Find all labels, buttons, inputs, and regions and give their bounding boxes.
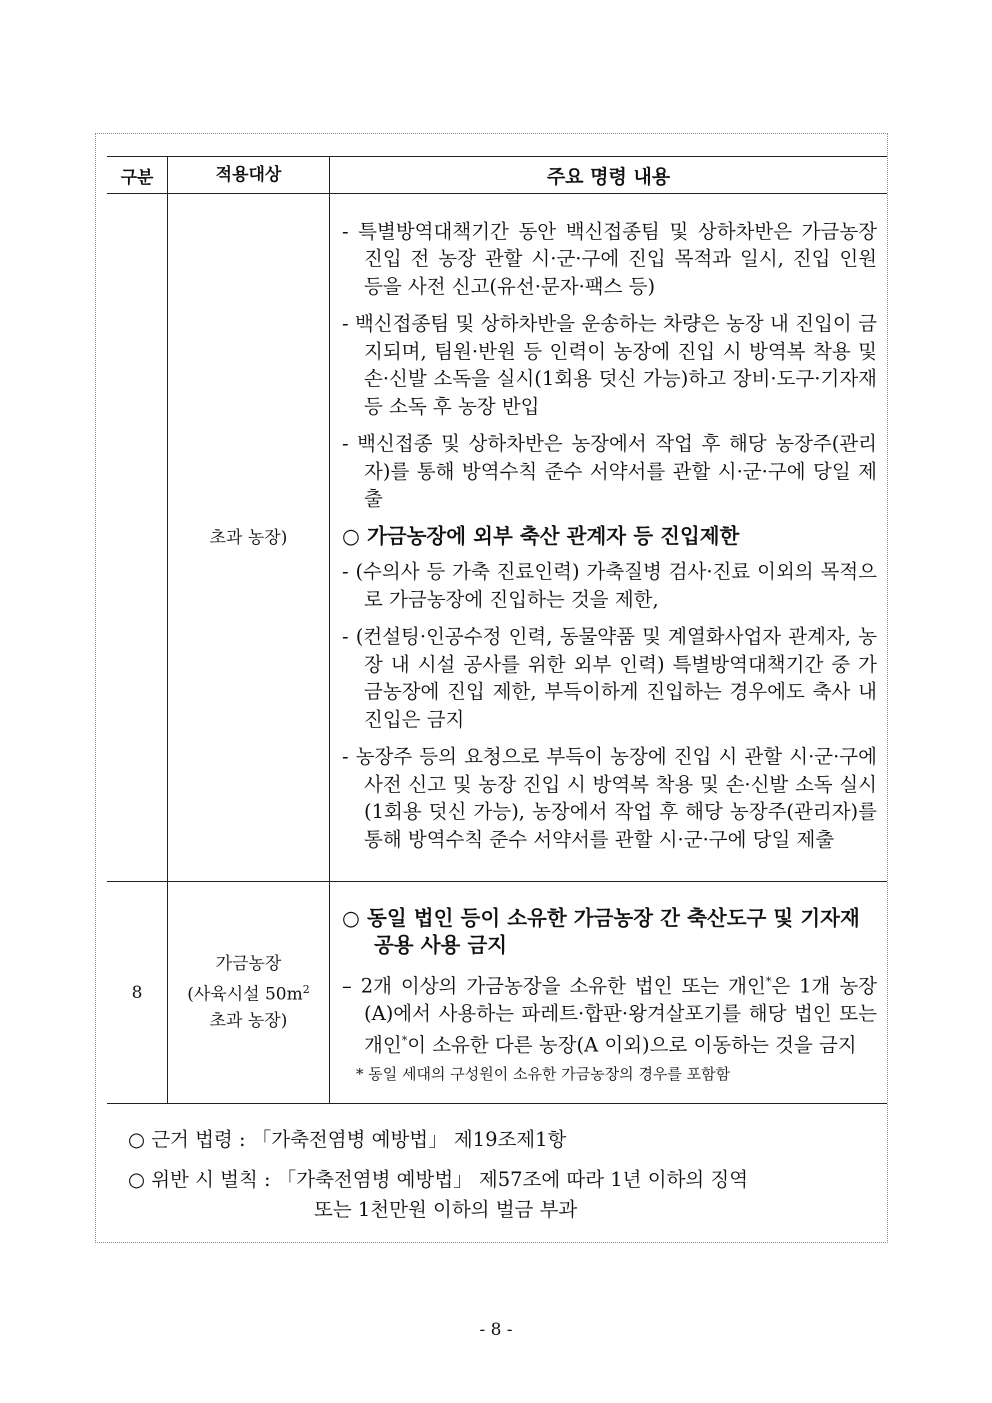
header-category: 구분	[107, 157, 168, 194]
row-number: 8	[107, 882, 168, 1104]
footer	[128, 1125, 880, 1225]
penalty: ○ 위반 시 벌칙 : 「가축전염병 예방법」 제57조에 따라 1년 이하의 징역 또는 1천만원 이하의 벌금 부과	[128, 1168, 749, 1221]
target-line: 가금농장	[215, 954, 282, 975]
order-table	[107, 156, 887, 1104]
list-item: - 백신접종 및 상하차반은 농장에서 작업 후 해당 농장주(관리자)를 통해 방역수칙 준수 서약서를 관할 시·군·구에 당일 제출	[342, 432, 877, 511]
row-target	[168, 882, 330, 1104]
table-row	[107, 882, 887, 1104]
list-item: - 농장주 등의 요청으로 부득이 농장에 진입 시 관할 시·군·구에 사전 신고 및 농장 진입 시 방역복 착용 및 손·신발 소독 실시(1회용 덧신 가능), 농장에서 작업 후 해당 농장주(관리자)를 통해 방역수칙 준수 서약서를 관할 시·군·구에 당일 제출	[342, 745, 877, 851]
list-item: - 백신접종팀 및 상하차반을 운송하는 차량은 농장 내 진입이 금지되며, 팀원·반원 등 인력이 농장에 진입 시 방역복 착용 및 손·신발 소독을 실시(1회용 덧신 가능)하고 장비·도구·기자재 등 소독 후 농장 반입	[342, 312, 877, 418]
legal-basis: ○ 근거 법령 : 「가축전염병 예방법」 제19조제1항	[128, 1128, 567, 1151]
row-target: 초과 농장)	[168, 194, 330, 882]
list-item: - 특별방역대책기간 동안 백신접종팀 및 상하차반은 가금농장 진입 전 농장 관할 시·군·구에 진입 목적과 일시, 진입 인원 등을 사전 신고(유선·문자·팩스 등)	[342, 219, 877, 298]
target-line: (사육시설 $50m^2$	[187, 983, 310, 1005]
table-header-row	[107, 157, 887, 194]
header-target: 적용대상	[168, 157, 330, 194]
list-item: – 2개 이상의 가금농장을 소유한 법인 또는 개인*은 1개 농장(A)에서 사용하는 파레트·합판·왕겨살포기를 해당 법인 또는 개인*이 소유한 다른 농장(A 이외)으로 이동하는 것을 금지	[342, 974, 877, 1057]
footnote: * 동일 세대의 구성원이 소유한 가금농장의 경우를 포함함	[356, 1065, 731, 1083]
list-item: - (수의사 등 가축 진료인력) 가축질병 검사·진료 이외의 목적으로 가금농장에 진입하는 것을 제한,	[342, 560, 877, 611]
header-content: 주요 명령 내용	[330, 157, 888, 194]
list-item: - (컨설팅·인공수정 인력, 동물약품 및 계열화사업자 관계자, 농장 내 시설 공사를 위한 외부 인력) 특별방역대책기간 중 가금농장에 진입 제한, 부득이하게 진입하는 경우에도 축사 내 진입은 금지	[342, 625, 877, 731]
section-heading: ○ 동일 법인 등이 소유한 가금농장 간 축산도구 및 기자재 공용 사용 금지	[342, 905, 860, 957]
table-row	[107, 194, 887, 882]
section-heading: ○ 가금농장에 외부 축산 관계자 등 진입제한	[342, 523, 740, 548]
row-content	[330, 882, 888, 1104]
target-line: 초과 농장)	[209, 1010, 288, 1031]
row-content	[330, 194, 888, 882]
page-number: - 8 -	[479, 1320, 513, 1340]
row-number	[107, 194, 168, 882]
